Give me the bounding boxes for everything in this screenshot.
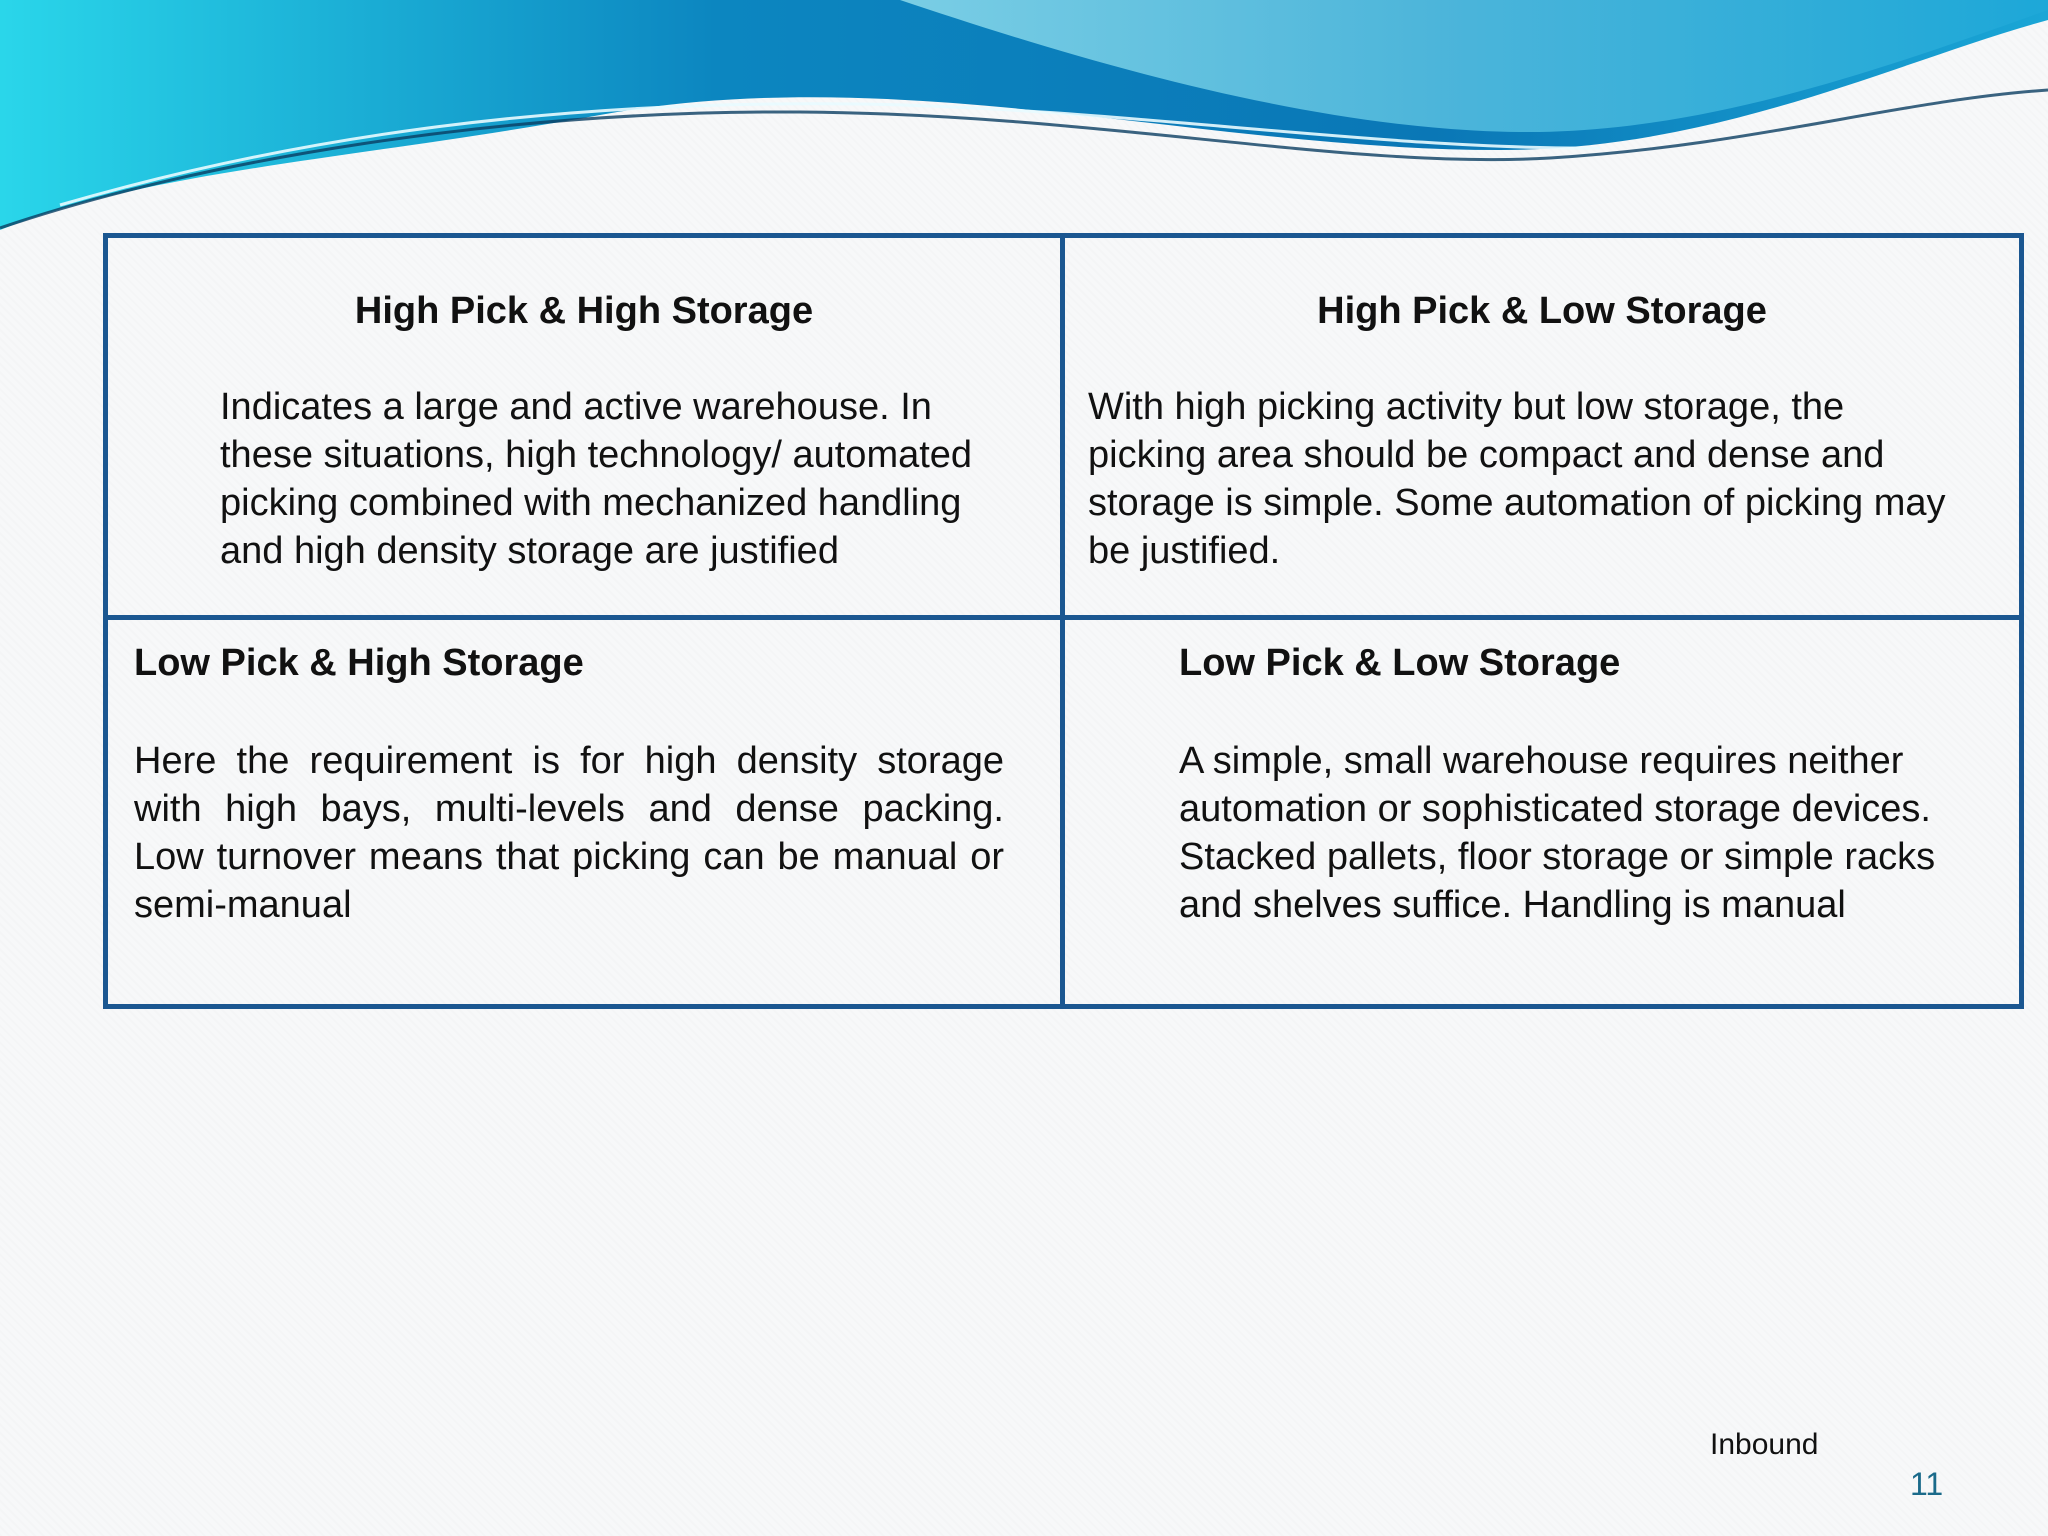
page-number: 11: [1910, 1466, 1944, 1502]
quadrant-body: Indicates a large and active warehouse. In these situations, high technology/ automated picking combined with mechanized handling and high density storage are justified: [220, 386, 973, 572]
quadrant-body: With high picking activity but low storage, the picking area should be compact and dense and storage is simple. Some automation of picking may be justified.: [1088, 386, 1946, 572]
quadrant-title: Low Pick & High Storage: [134, 642, 584, 684]
quadrant-low-pick-low-storage: [1065, 620, 2019, 1004]
quadrant-body: A simple, small warehouse requires neither automation or sophisticated storage devices. Stacked pallets, floor storage or simple racks and shelves suffice. Handling is manual: [1179, 740, 1936, 926]
quadrant-high-pick-high-storage: [108, 238, 1065, 620]
quadrant-title: Low Pick & Low Storage: [1179, 642, 1621, 684]
quadrant-title: High Pick & Low Storage: [1317, 290, 1767, 332]
quadrant-body: Here the requirement is for high density storage with high bays, multi-levels and dense packing. Low turnover means that picking can be manual or semi-manual: [134, 740, 1004, 926]
quadrant-title: High Pick & High Storage: [354, 290, 814, 332]
header-wave-decoration: [0, 0, 2048, 240]
footer-label: Inbound: [1710, 1428, 1819, 1461]
pick-storage-matrix: [103, 233, 2024, 1009]
quadrant-high-pick-low-storage: [1065, 238, 2019, 620]
quadrant-low-pick-high-storage: [108, 620, 1065, 1004]
